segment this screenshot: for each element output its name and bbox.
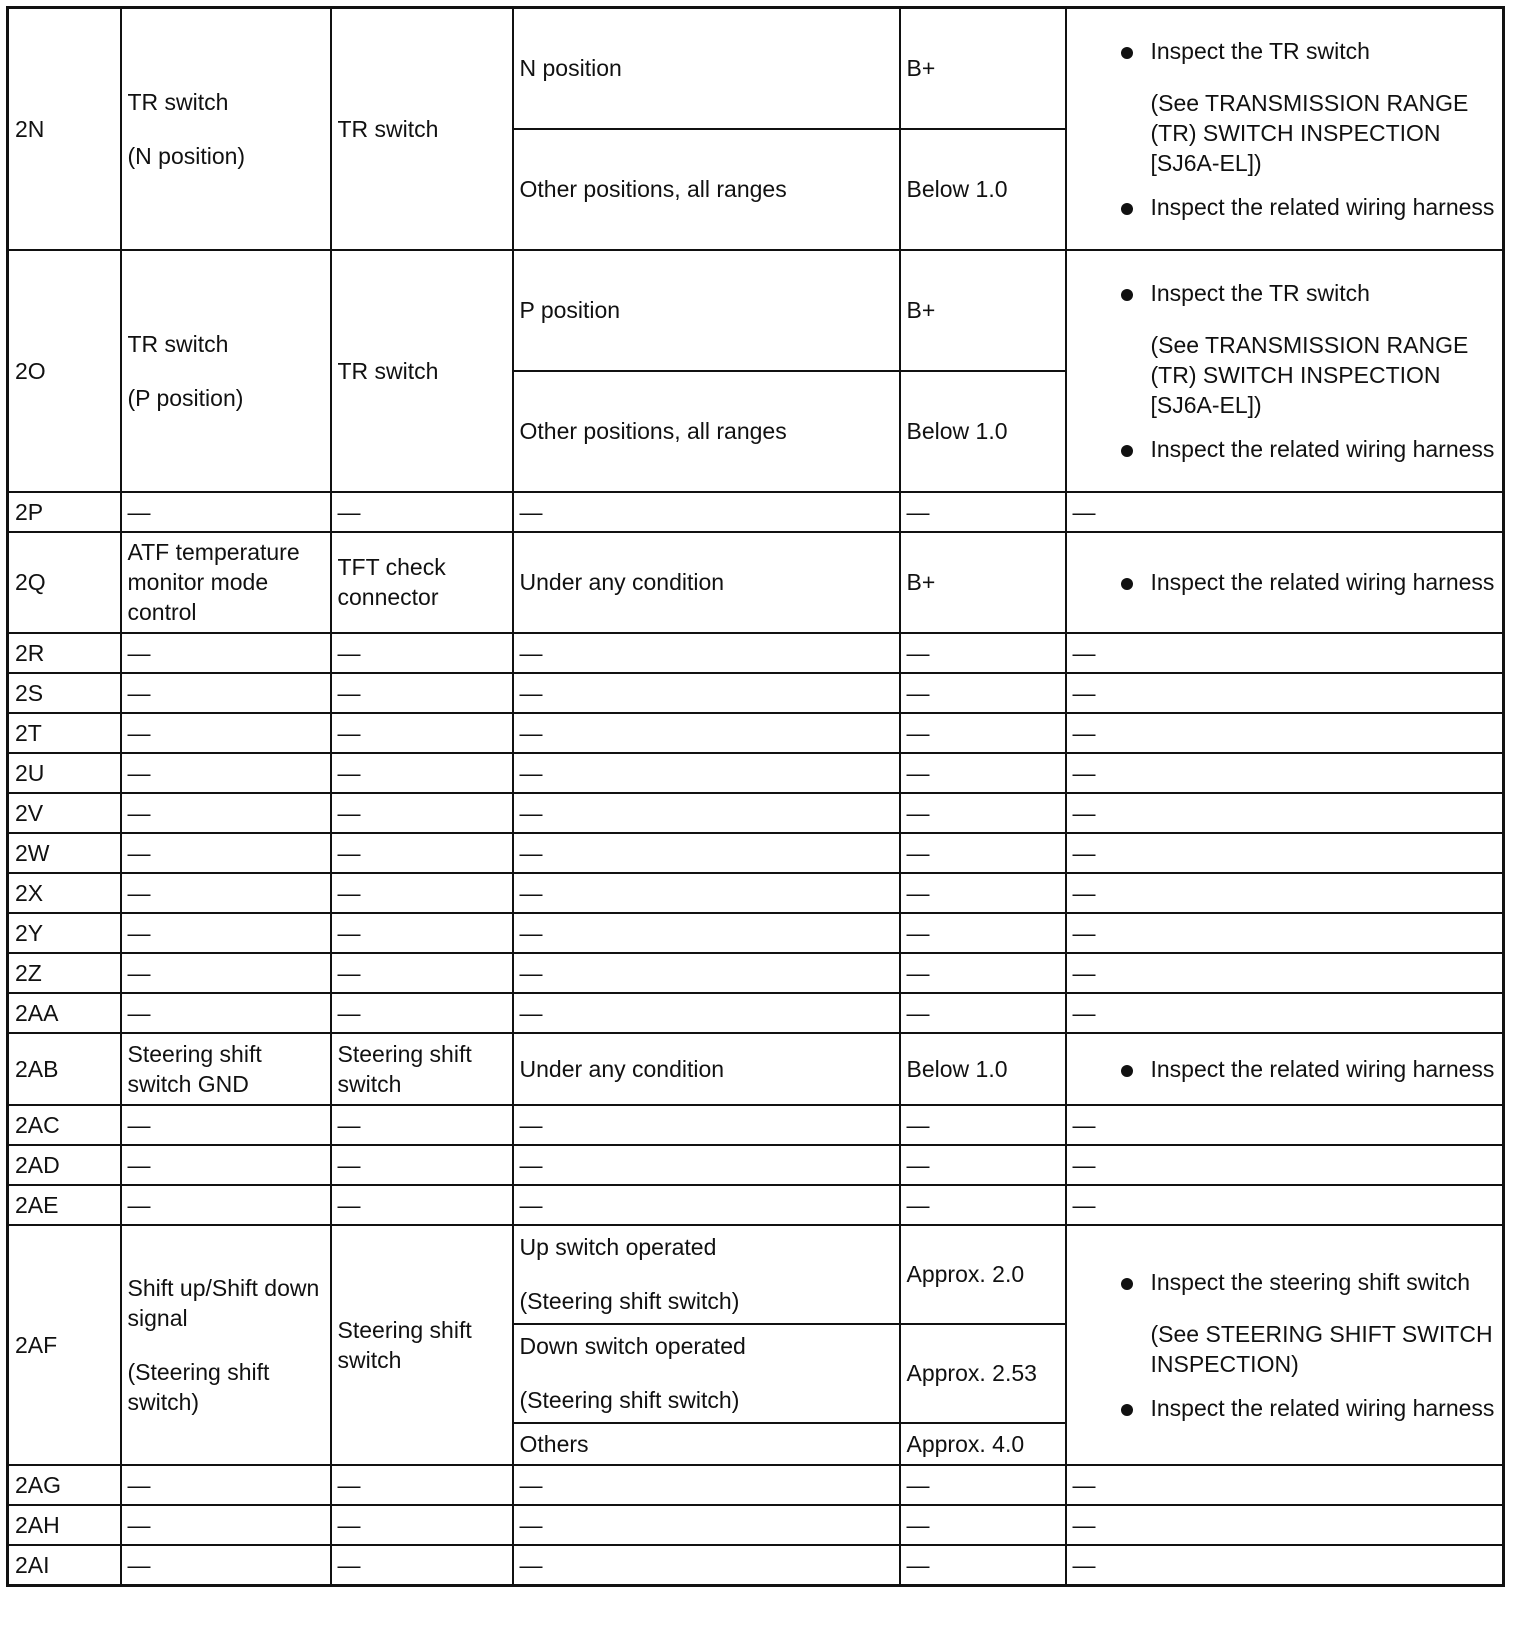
condition-line: Down switch operated — [519, 1333, 746, 1359]
measurement-condition-cell: — — [513, 913, 900, 953]
voltage-cell: Approx. 4.0 — [900, 1423, 1066, 1465]
connected-to-cell: Steering shift switch — [331, 1033, 513, 1105]
signal-name-line: TR switch — [127, 330, 229, 357]
signal-name-cell: — — [121, 492, 331, 532]
voltage-cell: — — [900, 492, 1066, 532]
signal-name-cell: — — [121, 1145, 331, 1185]
table-row — [8, 1033, 1504, 1105]
connected-to-cell: — — [331, 1545, 513, 1586]
action-text: Inspect the related wiring harness — [1150, 1055, 1495, 1082]
terminal-cell: 2T — [8, 713, 121, 753]
possible-cause-cell — [1066, 8, 1504, 250]
voltage-cell: Below 1.0 — [900, 129, 1066, 250]
action-list — [1073, 278, 1497, 464]
voltage-cell: — — [900, 1185, 1066, 1225]
terminal-cell: 2AD — [8, 1145, 121, 1185]
possible-cause-cell: — — [1066, 1185, 1504, 1225]
action-list — [1073, 1054, 1497, 1084]
voltage-cell: Approx. 2.53 — [900, 1324, 1066, 1423]
signal-name-cell: — — [121, 1185, 331, 1225]
terminal-cell: 2AF — [8, 1225, 121, 1465]
signal-name-cell: Steering shift switch GND — [121, 1033, 331, 1105]
bullet-icon — [1121, 1278, 1133, 1290]
measurement-condition-cell: — — [513, 1145, 900, 1185]
measurement-condition-cell: — — [513, 1545, 900, 1586]
connected-to-cell: TR switch — [331, 8, 513, 250]
signal-name-cell: — — [121, 953, 331, 993]
table-row — [8, 913, 1504, 953]
signal-name-cell: — — [121, 1105, 331, 1145]
measurement-condition-cell: N position — [513, 8, 900, 129]
reference-text: (See TRANSMISSION RANGE (TR) SWITCH INSPECTION [SJ6A-EL]) — [1150, 89, 1469, 176]
action-text: Inspect the TR switch — [1150, 279, 1370, 306]
list-item — [1073, 192, 1497, 222]
connected-to-cell: — — [331, 1105, 513, 1145]
measurement-condition-cell: P position — [513, 250, 900, 371]
table-row — [8, 1545, 1504, 1586]
bullet-icon — [1121, 445, 1133, 457]
terminal-cell: 2AG — [8, 1465, 121, 1505]
voltage-cell: — — [900, 953, 1066, 993]
possible-cause-cell: — — [1066, 633, 1504, 673]
terminal-cell: 2AH — [8, 1505, 121, 1545]
condition-note: (Steering shift switch) — [519, 1288, 740, 1314]
terminal-cell: 2AE — [8, 1185, 121, 1225]
voltage-cell: — — [900, 793, 1066, 833]
terminal-cell: 2N — [8, 8, 121, 250]
measurement-condition-cell: — — [513, 1185, 900, 1225]
measurement-condition-cell: — — [513, 873, 900, 913]
voltage-cell: B+ — [900, 250, 1066, 371]
list-item — [1073, 36, 1497, 178]
action-list — [1073, 36, 1497, 222]
terminal-cell: 2AB — [8, 1033, 121, 1105]
signal-name-cell: — — [121, 873, 331, 913]
table-row — [8, 633, 1504, 673]
possible-cause-cell: — — [1066, 673, 1504, 713]
possible-cause-cell: — — [1066, 1105, 1504, 1145]
possible-cause-cell: — — [1066, 993, 1504, 1033]
action-text: Inspect the related wiring harness — [1150, 569, 1495, 595]
measurement-condition-cell: Under any condition — [513, 1033, 900, 1105]
measurement-condition-cell — [513, 1324, 900, 1423]
measurement-condition-cell: — — [513, 633, 900, 673]
table-row — [8, 873, 1504, 913]
table-row — [8, 833, 1504, 873]
possible-cause-cell: — — [1066, 753, 1504, 793]
reference-text: (See TRANSMISSION RANGE (TR) SWITCH INSPECTION [SJ6A-EL]) — [1150, 331, 1469, 418]
measurement-condition-cell: — — [513, 673, 900, 713]
voltage-cell: — — [900, 1105, 1066, 1145]
terminal-cell: 2AC — [8, 1105, 121, 1145]
measurement-condition-cell: Other positions, all ranges — [513, 129, 900, 250]
possible-cause-cell: — — [1066, 913, 1504, 953]
measurement-condition-cell: — — [513, 492, 900, 532]
terminal-cell: 2AI — [8, 1545, 121, 1586]
measurement-condition-cell: — — [513, 833, 900, 873]
connected-to-cell: — — [331, 633, 513, 673]
voltage-cell: Below 1.0 — [900, 371, 1066, 492]
action-list — [1073, 567, 1497, 597]
possible-cause-cell: — — [1066, 1545, 1504, 1586]
signal-name-cell: — — [121, 1545, 331, 1586]
table-row — [8, 673, 1504, 713]
measurement-condition-cell: — — [513, 713, 900, 753]
bullet-icon — [1121, 203, 1133, 215]
connected-to-cell: Steering shift switch — [331, 1225, 513, 1465]
voltage-cell: — — [900, 633, 1066, 673]
voltage-cell: — — [900, 713, 1066, 753]
action-text: Inspect the steering shift switch — [1150, 1268, 1471, 1295]
signal-name-note: (Steering shift switch) — [127, 1358, 270, 1415]
possible-cause-cell — [1066, 1033, 1504, 1105]
voltage-cell: — — [900, 1545, 1066, 1586]
bullet-icon — [1121, 289, 1133, 301]
signal-name-cell: — — [121, 833, 331, 873]
table-row — [8, 793, 1504, 833]
voltage-cell: — — [900, 1145, 1066, 1185]
action-text: Inspect the related wiring harness — [1150, 435, 1495, 462]
table-row — [8, 993, 1504, 1033]
terminal-cell: 2X — [8, 873, 121, 913]
voltage-cell: Approx. 2.0 — [900, 1225, 1066, 1324]
measurement-condition-cell: — — [513, 1105, 900, 1145]
reference-text: (See STEERING SHIFT SWITCH INSPECTION) — [1150, 1320, 1493, 1377]
terminal-cell: 2R — [8, 633, 121, 673]
terminal-cell: 2Y — [8, 913, 121, 953]
signal-name-cell: — — [121, 993, 331, 1033]
table-row — [8, 1185, 1504, 1225]
voltage-cell: B+ — [900, 8, 1066, 129]
voltage-cell: — — [900, 673, 1066, 713]
possible-cause-cell: — — [1066, 1505, 1504, 1545]
bullet-icon — [1121, 1065, 1133, 1077]
signal-name-line: TR switch — [127, 88, 229, 115]
list-item — [1073, 567, 1497, 597]
connected-to-cell: — — [331, 913, 513, 953]
terminal-cell: 2V — [8, 793, 121, 833]
voltage-cell: Below 1.0 — [900, 1033, 1066, 1105]
signal-name-cell: — — [121, 1465, 331, 1505]
measurement-condition-cell: — — [513, 1505, 900, 1545]
connected-to-cell: — — [331, 713, 513, 753]
signal-name-cell — [121, 8, 331, 250]
table-row — [8, 753, 1504, 793]
signal-name-cell: — — [121, 753, 331, 793]
terminal-cell: 2O — [8, 250, 121, 492]
action-list — [1073, 1267, 1497, 1423]
list-item — [1073, 1393, 1497, 1423]
possible-cause-cell — [1066, 532, 1504, 633]
connected-to-cell: — — [331, 673, 513, 713]
condition-line: Up switch operated — [519, 1234, 717, 1260]
list-item — [1073, 434, 1497, 464]
connected-to-cell: TR switch — [331, 250, 513, 492]
signal-name-cell: ATF temperature monitor mode control — [121, 532, 331, 633]
signal-name-cell: — — [121, 673, 331, 713]
terminal-cell: 2Q — [8, 532, 121, 633]
measurement-condition-cell: — — [513, 953, 900, 993]
signal-name-cell — [121, 1225, 331, 1465]
voltage-cell: — — [900, 993, 1066, 1033]
voltage-cell: — — [900, 753, 1066, 793]
measurement-condition-cell: Others — [513, 1423, 900, 1465]
action-text: Inspect the TR switch — [1150, 37, 1370, 64]
signal-name-cell: — — [121, 913, 331, 953]
connected-to-cell: — — [331, 753, 513, 793]
condition-note: (Steering shift switch) — [519, 1387, 740, 1413]
terminal-cell: 2P — [8, 492, 121, 532]
signal-name-cell — [121, 250, 331, 492]
table-row — [8, 8, 1504, 129]
possible-cause-cell: — — [1066, 713, 1504, 753]
measurement-condition-cell: — — [513, 793, 900, 833]
voltage-cell: — — [900, 833, 1066, 873]
possible-cause-cell: — — [1066, 833, 1504, 873]
signal-name-cell: — — [121, 1505, 331, 1545]
terminal-cell: 2Z — [8, 953, 121, 993]
table-row — [8, 1145, 1504, 1185]
table-row — [8, 250, 1504, 371]
voltage-cell: — — [900, 913, 1066, 953]
table-row — [8, 713, 1504, 753]
connected-to-cell: — — [331, 1505, 513, 1545]
table-row — [8, 1225, 1504, 1324]
connected-to-cell: — — [331, 833, 513, 873]
table-row — [8, 953, 1504, 993]
possible-cause-cell — [1066, 1225, 1504, 1465]
bullet-icon — [1121, 1404, 1133, 1416]
bullet-icon — [1121, 578, 1133, 590]
table-row — [8, 1465, 1504, 1505]
terminal-cell: 2W — [8, 833, 121, 873]
possible-cause-cell: — — [1066, 492, 1504, 532]
possible-cause-cell: — — [1066, 793, 1504, 833]
table-row — [8, 1105, 1504, 1145]
signal-name-line: Shift up/Shift down signal — [127, 1274, 320, 1331]
signal-name-note: (P position) — [127, 384, 244, 411]
table-row — [8, 492, 1504, 532]
connected-to-cell: TFT check connector — [331, 532, 513, 633]
measurement-condition-cell: Under any condition — [513, 532, 900, 633]
action-text: Inspect the related wiring harness — [1150, 193, 1495, 220]
connected-to-cell: — — [331, 492, 513, 532]
possible-cause-cell: — — [1066, 873, 1504, 913]
list-item — [1073, 1054, 1497, 1084]
possible-cause-cell: — — [1066, 953, 1504, 993]
voltage-cell: — — [900, 873, 1066, 913]
voltage-cell: — — [900, 1505, 1066, 1545]
measurement-condition-cell: — — [513, 1465, 900, 1505]
list-item — [1073, 1267, 1497, 1379]
connected-to-cell: — — [331, 953, 513, 993]
connected-to-cell: — — [331, 793, 513, 833]
connected-to-cell: — — [331, 873, 513, 913]
connected-to-cell: — — [331, 1185, 513, 1225]
signal-name-cell: — — [121, 713, 331, 753]
terminal-cell: 2U — [8, 753, 121, 793]
possible-cause-cell — [1066, 250, 1504, 492]
action-text: Inspect the related wiring harness — [1150, 1394, 1495, 1421]
signal-name-note: (N position) — [127, 142, 246, 169]
possible-cause-cell: — — [1066, 1465, 1504, 1505]
measurement-condition-cell — [513, 1225, 900, 1324]
terminal-voltage-table — [6, 6, 1505, 1587]
table-row — [8, 1505, 1504, 1545]
voltage-cell: — — [900, 1465, 1066, 1505]
signal-name-cell: — — [121, 793, 331, 833]
connected-to-cell: — — [331, 993, 513, 1033]
measurement-condition-cell: — — [513, 753, 900, 793]
voltage-cell: B+ — [900, 532, 1066, 633]
terminal-cell: 2AA — [8, 993, 121, 1033]
connected-to-cell: — — [331, 1145, 513, 1185]
possible-cause-cell: — — [1066, 1145, 1504, 1185]
measurement-condition-cell: — — [513, 993, 900, 1033]
list-item — [1073, 278, 1497, 420]
terminal-cell: 2S — [8, 673, 121, 713]
connected-to-cell: — — [331, 1465, 513, 1505]
table-row — [8, 532, 1504, 633]
measurement-condition-cell: Other positions, all ranges — [513, 371, 900, 492]
bullet-icon — [1121, 47, 1133, 59]
signal-name-cell: — — [121, 633, 331, 673]
